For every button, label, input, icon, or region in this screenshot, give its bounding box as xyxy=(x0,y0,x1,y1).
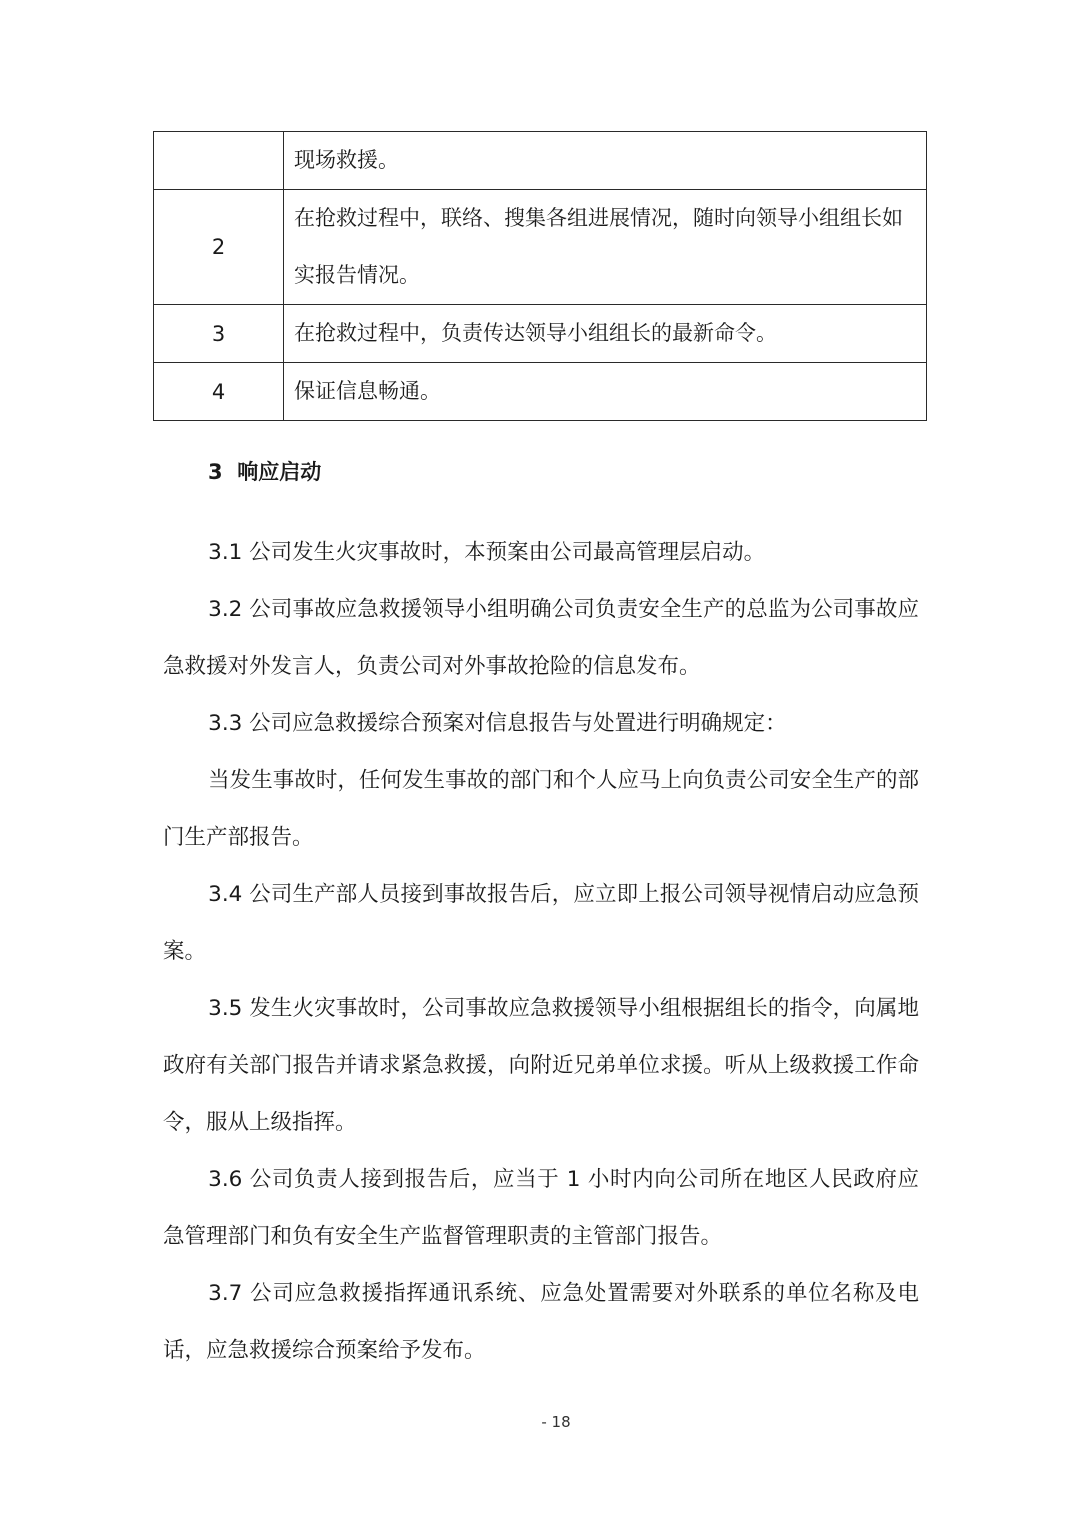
page-number: - 18 xyxy=(541,1413,571,1431)
table-cell-number: 3 xyxy=(154,305,284,363)
table-row xyxy=(154,305,927,363)
paragraph: 当发生事故时，任何发生事故的部门和个人应马上向负责公司安全生产的部门生产部报告。 xyxy=(163,768,919,850)
section-heading: 3 响应启动 xyxy=(208,460,322,484)
table-cell-text: 保证信息畅通。 xyxy=(284,363,927,421)
paragraph: 3.7 公司应急救援指挥通讯系统、应急处置需要对外联系的单位名称及电话，应急救援综合预案给予发布。 xyxy=(163,1281,919,1363)
paragraph: 3.2 公司事故应急救援领导小组明确公司负责安全生产的总监为公司事故应急救援对外发言人，负责公司对外事故抢险的信息发布。 xyxy=(163,597,919,679)
section-body xyxy=(163,524,919,1379)
table-cell-number: 4 xyxy=(154,363,284,421)
paragraph: 3.4 公司生产部人员接到事故报告后，应立即上报公司领导视情启动应急预案。 xyxy=(163,882,919,964)
table-cell-text: 在抢救过程中，联络、搜集各组进展情况，随时向领导小组组长如实报告情况。 xyxy=(284,190,927,305)
table-cell-number: 2 xyxy=(154,190,284,305)
paragraph: 3.1 公司发生火灾事故时，本预案由公司最高管理层启动。 xyxy=(208,540,766,565)
table-row xyxy=(154,190,927,305)
paragraph: 3.3 公司应急救援综合预案对信息报告与处置进行明确规定： xyxy=(208,711,787,736)
table-row xyxy=(154,363,927,421)
table-cell-text: 现场救援。 xyxy=(284,132,927,190)
table-cell-number xyxy=(154,132,284,190)
table-cell-text: 在抢救过程中，负责传达领导小组组长的最新命令。 xyxy=(284,305,927,363)
paragraph: 3.5 发生火灾事故时，公司事故应急救援领导小组根据组长的指令，向属地政府有关部门报告并请求紧急救援，向附近兄弟单位求援。听从上级救援工作命令，服从上级指挥。 xyxy=(163,996,919,1135)
table-row xyxy=(154,132,927,190)
paragraph: 3.6 公司负责人接到报告后，应当于 1 小时内向公司所在地区人民政府应急管理部门和负有安全生产监督管理职责的主管部门报告。 xyxy=(163,1167,919,1249)
responsibility-table xyxy=(153,131,927,421)
